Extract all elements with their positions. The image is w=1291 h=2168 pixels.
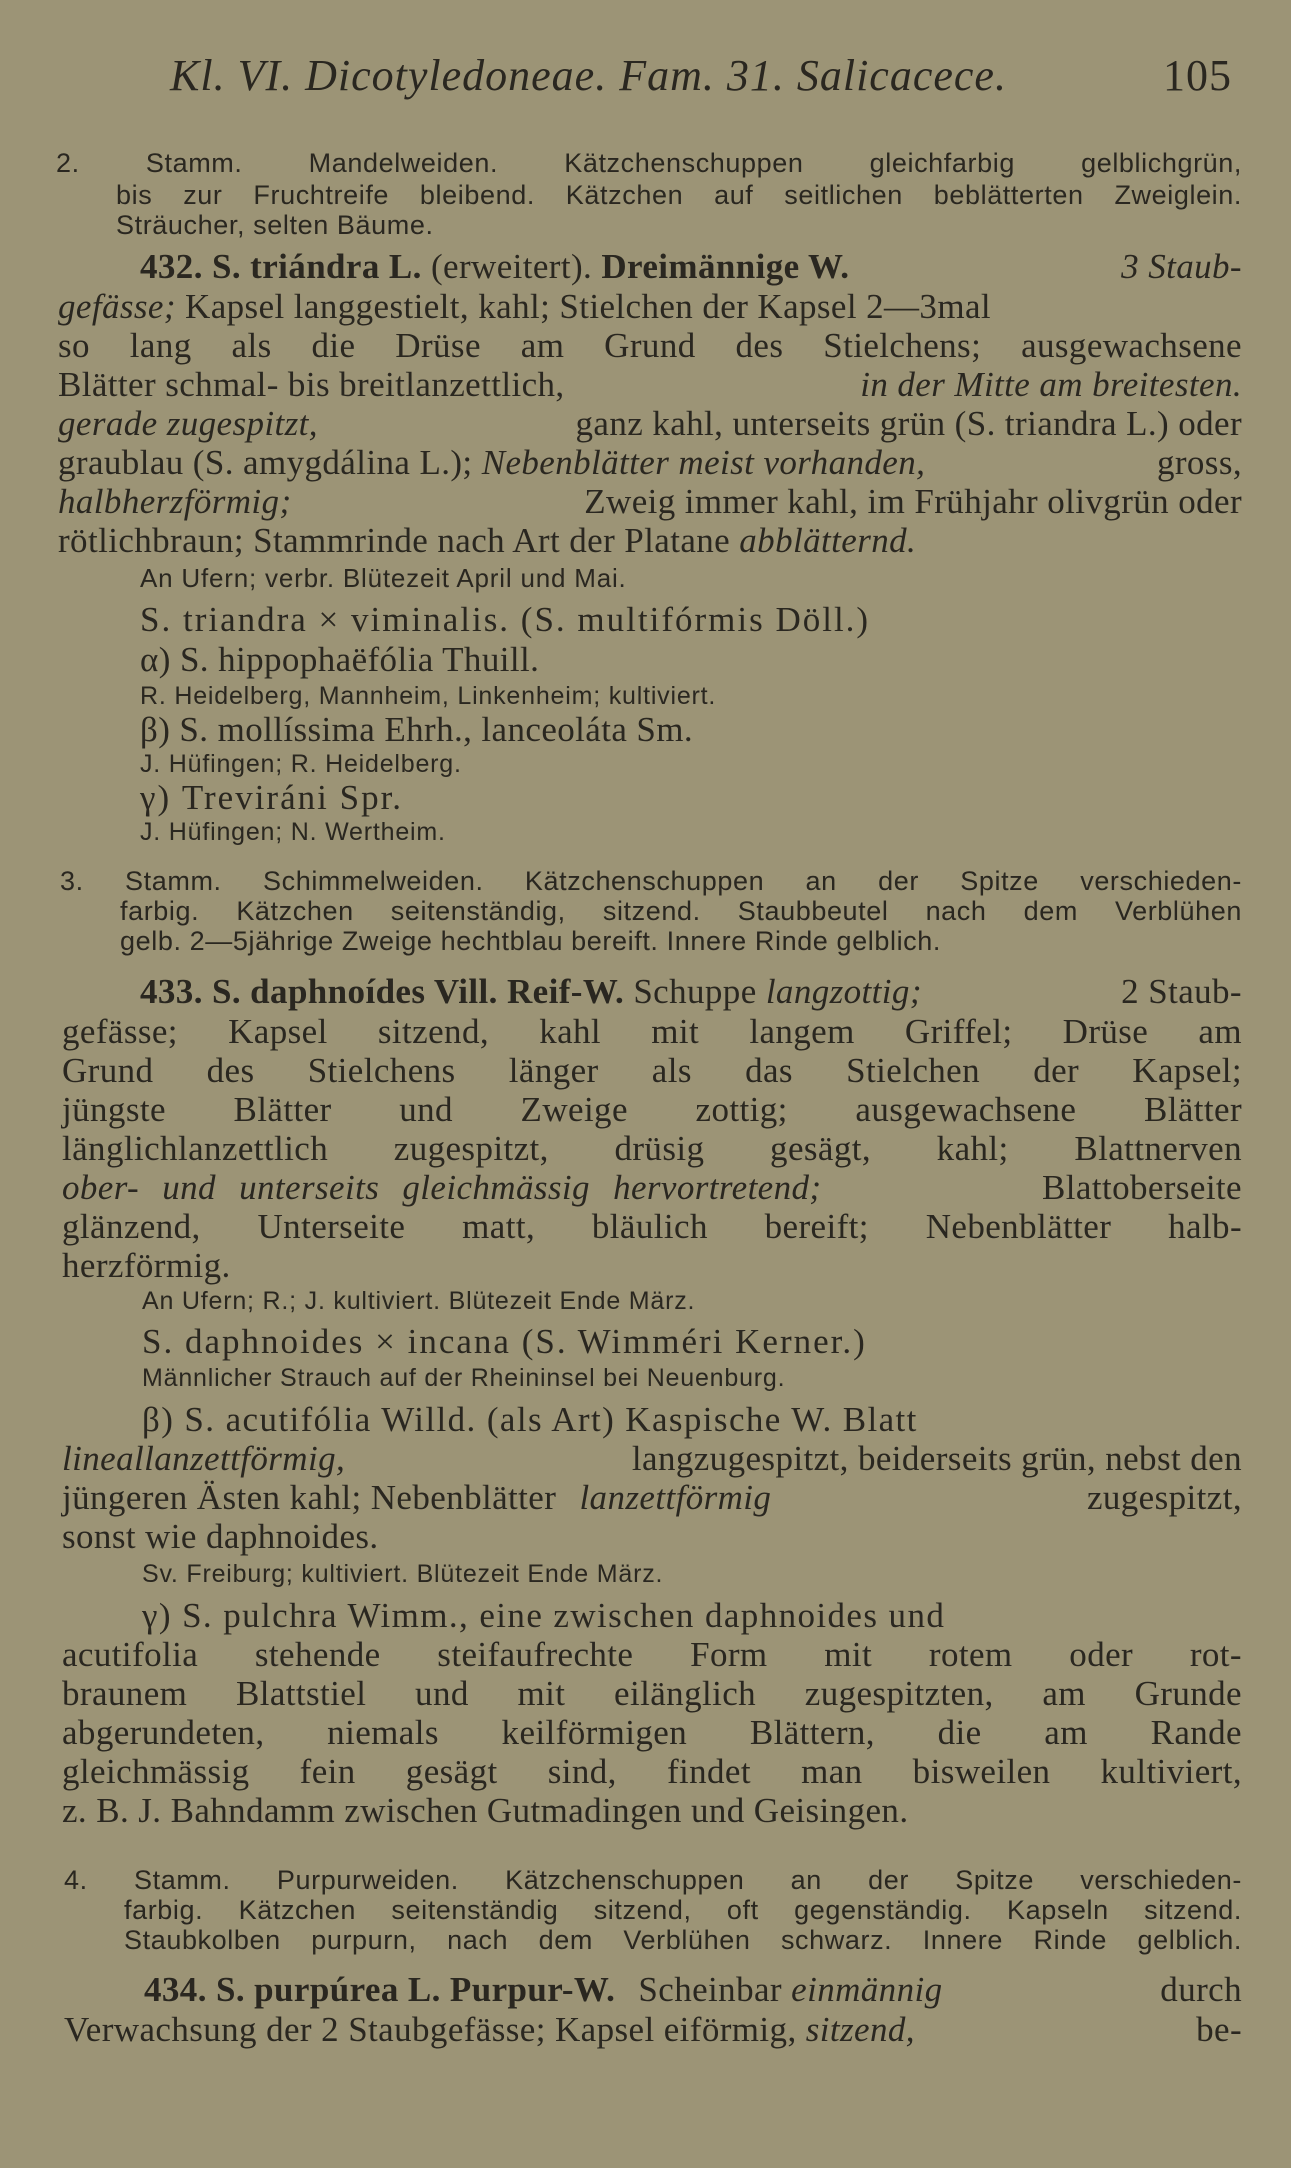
species-432-line-4: Blätter schmal- bis breitlanzettlich, in der Mitte am breitesten. [58, 365, 1242, 404]
species-432-line-3: so lang als die Drüse am Grund des Stielchens; ausgewachsene [58, 326, 1242, 365]
species-433-line-8: herzförmig. [62, 1246, 231, 1285]
variety-pulchra-line-2: acutifolia stehende steifaufrechte Form mit rotem oder rot- [62, 1635, 1242, 1674]
species-433-line-5: länglichlanzettlich zugespitzt, drüsig gesägt, kahl; Blattnerven [62, 1129, 1242, 1168]
variety-alpha-location: R. Heidelberg, Mannheim, Linkenheim; kultiviert. [140, 682, 717, 710]
stamm3-line-2: farbig. Kätzchen seitenständig, sitzend. Staubbeutel nach dem Verblühen [120, 896, 1242, 926]
stamm2-line-2: bis zur Fruchtreife bleibend. Kätzchen auf seitlichen beblätterten Zweiglein. [116, 180, 1242, 210]
species-433-habitat: An Ufern; R.; J. kultiviert. Blütezeit Ende März. [142, 1287, 696, 1315]
species-433-line-6: ober- und unterseits gleichmässig hervortretend; Blattoberseite [62, 1168, 1242, 1207]
species-433-heading: 433. S. daphnoídes Vill. Reif-W. Schuppe langzottig; 2 Staub- [140, 972, 1242, 1011]
species-name: S. triándra L. [212, 247, 422, 286]
common-name: Purpur-W. [449, 1970, 616, 2009]
species-432-habitat: An Ufern; verbr. Blütezeit April und Mai. [140, 563, 627, 593]
stamm4-line-3: Staubkolben purpurn, nach dem Verblühen schwarz. Innere Rinde gelblich. [124, 1925, 1242, 1955]
stamm4-line-1: 4. Stamm. Purpurweiden. Kätzchenschuppen an der Spitze verschieden- [64, 1865, 1242, 1895]
species-433-line-3: Grund des Stielchens länger als das Stielchen der Kapsel; [62, 1051, 1242, 1090]
common-name: Dreimännige W. [601, 247, 850, 286]
variety-pulchra-line-5: gleichmässig fein gesägt sind, findet man bisweilen kultiviert, [62, 1752, 1242, 1791]
variety-pulchra-line-6: z. B. J. Bahndamm zwischen Gutmadingen und Geisingen. [62, 1791, 909, 1830]
species-432-line-8: rötlichbraun; Stammrinde nach Art der Platane abblätternd. [58, 521, 917, 560]
variety-pulchra-line-4: abgerundeten, niemals keilförmigen Blättern, die am Rande [62, 1713, 1242, 1752]
variety-pulchra-line-3: braunem Blattstiel und mit eilänglich zugespitzten, am Grunde [62, 1674, 1242, 1713]
species-433-line-7: glänzend, Unterseite matt, bläulich bereift; Nebenblätter halb- [62, 1207, 1242, 1246]
stamm2-line-1: 2. Stamm. Mandelweiden. Kätzchenschuppen gleichfarbig gelblichgrün, [56, 148, 1242, 178]
species-name: S. daphnoídes Vill. [212, 972, 498, 1011]
variety-beta-location: J. Hüfingen; R. Heidelberg. [140, 750, 462, 778]
species-name: S. purpúrea L. [216, 1970, 441, 2009]
variety-acutifolia-location: Sv. Freiburg; kultiviert. Blütezeit Ende März. [142, 1560, 664, 1588]
species-433-line-4: jüngste Blätter und Zweige zottig; ausgewachsene Blätter [62, 1090, 1242, 1129]
variety-acutifolia-line-2: lineallanzettförmig, langzugespitzt, beiderseits grün, nebst den [62, 1439, 1242, 1478]
species-432-line-5: gerade zugespitzt, ganz kahl, unterseits grün (S. triandra L.) oder [58, 404, 1242, 443]
stamm4-line-2: farbig. Kätzchen seitenständig sitzend, oft gegenständig. Kapseln sitzend. [124, 1895, 1242, 1925]
stamm3-line-3: gelb. 2—5jährige Zweige hechtblau bereift. Innere Rinde gelblich. [120, 926, 941, 956]
species-number: 432. [140, 247, 203, 286]
species-433-line-2: gefässe; Kapsel sitzend, kahl mit langem Griffel; Drüse am [62, 1012, 1242, 1051]
variety-acutifolia-line-1: β) S. acutifólia Willd. (als Art) Kaspische W. Blatt [142, 1400, 918, 1439]
variety-acutifolia-line-3: jüngeren Ästen kahl; Nebenblätter lanzettförmig zugespitzt, [62, 1478, 1242, 1517]
species-number: 434. [144, 1970, 207, 2009]
stamm2-line-3: Sträucher, selten Bäume. [116, 210, 434, 240]
hybrid-433-note: Männlicher Strauch auf der Rheininsel bei Neuenburg. [142, 1364, 786, 1392]
species-434-line-2: Verwachsung der 2 Staubgefässe; Kapsel eiförmig, sitzend, be- [64, 2010, 1242, 2049]
common-name: Reif-W. [506, 972, 625, 1011]
header-title: Kl. VI. Dicotyledoneae. Fam. 31. Salicacece. [170, 51, 1007, 100]
variety-acutifolia-line-4: sonst wie daphnoides. [62, 1517, 379, 1556]
species-432-line-6: graublau (S. amygdálina L.); Nebenblätter meist vorhanden, gross, [58, 443, 1242, 482]
variety-beta: β) S. mollíssima Ehrh., lanceoláta Sm. [140, 710, 694, 749]
species-432-line-7: halbherzförmig; Zweig immer kahl, im Frühjahr olivgrün oder [58, 482, 1242, 521]
species-number: 433. [140, 972, 203, 1011]
variety-gamma-location: J. Hüfingen; N. Wertheim. [140, 818, 446, 846]
hybrid-432: S. triandra × viminalis. (S. multifórmis Döll.) [140, 600, 871, 639]
species-432-line-2: gefässe; Kapsel langgestielt, kahl; Stielchen der Kapsel 2—3mal [58, 287, 992, 326]
hybrid-433: S. daphnoides × incana (S. Wimméri Kerner.) [142, 1322, 867, 1361]
variety-pulchra-line-1: γ) S. pulchra Wimm., eine zwischen daphnoides und [142, 1596, 946, 1635]
stamm3-line-1: 3. Stamm. Schimmelweiden. Kätzchenschuppen an der Spitze verschieden- [60, 866, 1242, 896]
species-434-heading: 434. S. purpúrea L. Purpur-W. Scheinbar einmännig durch [144, 1970, 1242, 2009]
running-header [170, 50, 1240, 101]
species-432-heading: 432. S. triándra L. (erweitert). Dreimännige W. 3 Staub- [140, 247, 1242, 286]
variety-alpha: α) S. hippophaëfólia Thuill. [140, 640, 540, 679]
variety-gamma: γ) Treviráni Spr. [140, 778, 404, 817]
page-number: 105 [1163, 51, 1232, 100]
